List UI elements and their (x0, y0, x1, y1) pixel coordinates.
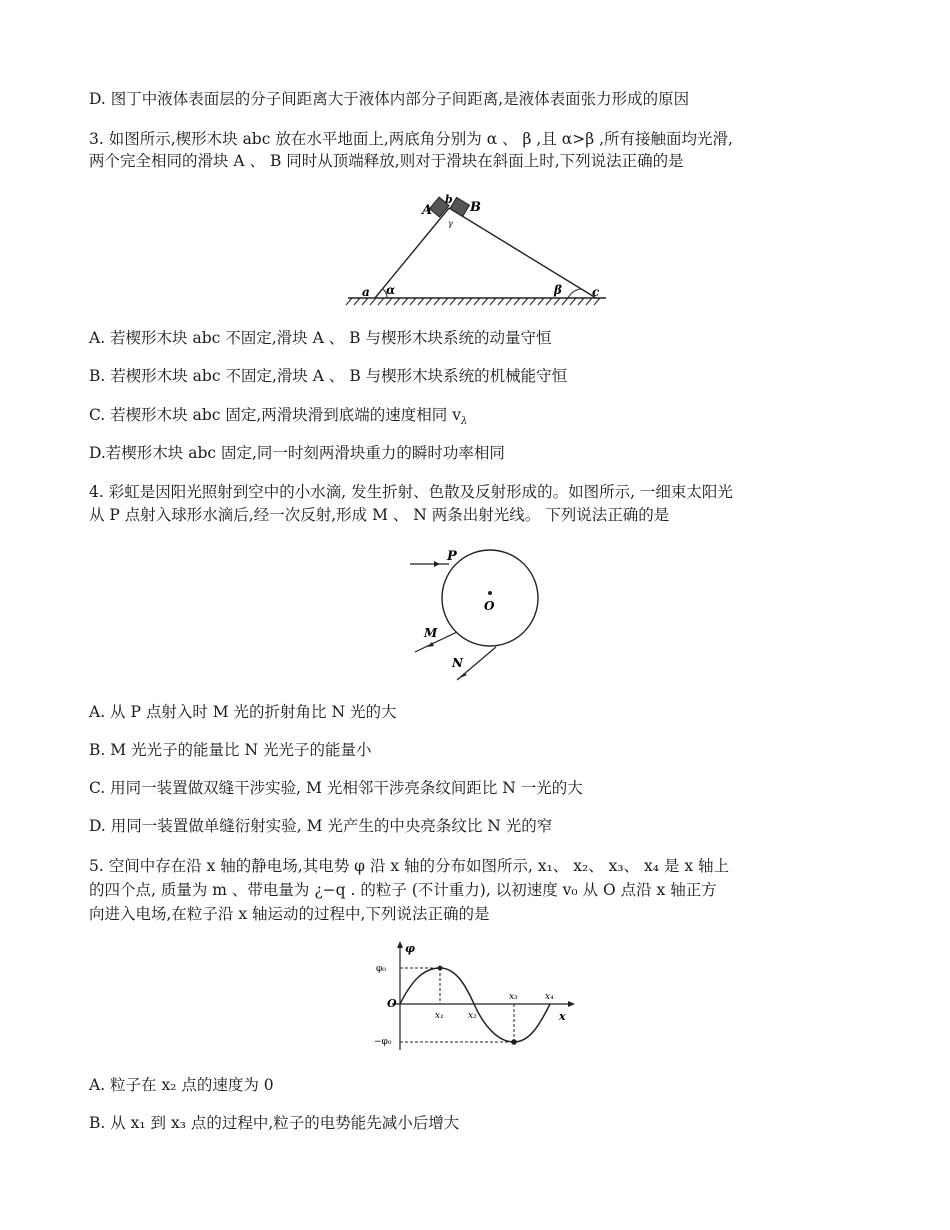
water-drop-figure (400, 540, 550, 685)
question-3-stem-line1: 3. 如图所示,楔形木块 abc 放在水平地面上,两底角分别为 α 、 β ,且 α>β ,所有接触面均光滑, (89, 130, 733, 148)
option-4B: B. M 光光子的能量比 N 光光子的能量小 (89, 741, 372, 759)
question-3-stem-line2: 两个完全相同的滑块 A 、 B 同时从顶端释放,则对于滑块在斜面上时,下列说法正确的是 (89, 152, 684, 170)
label-B: B (470, 200, 481, 215)
tick-label-x2: x₂ (468, 1011, 477, 1021)
tick-label-x3: x₃ (509, 992, 518, 1002)
slider-B (450, 197, 470, 216)
label-a: a (362, 285, 370, 299)
point-min (511, 1039, 517, 1045)
option-3B: B. 若楔形木块 abc 不固定,滑块 A 、 B 与楔形木块系统的机械能守恒 (89, 367, 568, 385)
option-5B: B. 从 x₁ 到 x₃ 点的过程中,粒子的电势能先减小后增大 (89, 1114, 460, 1132)
label-c: c (592, 285, 600, 299)
question-5-stem-line1: 5. 空间中存在沿 x 轴的静电场,其电势 φ 沿 x 轴的分布如图所示, x₁、 x₂、 x₃、 x₄ 是 x 轴上 (89, 857, 730, 875)
label-N: N (452, 656, 463, 670)
label-alpha: α (386, 283, 396, 297)
drop-circle (442, 550, 538, 646)
tick-label-neg-phi0: −φ₀ (374, 1037, 392, 1047)
question-5-stem-line3: 向进入电场,在粒子沿 x 轴运动的过程中,下列说法正确的是 (89, 905, 490, 923)
question-4-stem-line2: 从 P 点射入球形水滴后,经一次反射,形成 M 、 N 两条出射光线。 下列说法正确的是 (89, 506, 670, 524)
label-beta: β (554, 283, 562, 297)
option-5A: A. 粒子在 x₂ 点的速度为 0 (89, 1076, 274, 1094)
axis-label-phi: φ (405, 942, 415, 955)
tick-label-x1: x₁ (435, 1011, 444, 1021)
wedge-right-side (449, 208, 596, 298)
option-3A: A. 若楔形木块 abc 不固定,滑块 A 、 B 与楔形木块系统的动量守恒 (89, 329, 552, 347)
axis-label-x: x (559, 1010, 566, 1023)
question-4-stem-line1: 4. 彩虹是因阳光照射到空中的小水滴, 发生折射、色散及反射形成的。如图所示, 一细束太阳光 (89, 483, 733, 501)
question-5-stem-line2: 的四个点, 质量为 m 、带电量为 ¿−q . 的粒子 (不计重力), 以初速度 v₀ 从 O 点沿 x 轴正方 (89, 881, 717, 899)
option-4C: C. 用同一装置做双缝干涉实验, M 光相邻干涉亮条纹间距比 N 一光的大 (89, 779, 583, 797)
potential-plot-figure (370, 938, 580, 1053)
label-A: A (422, 203, 433, 218)
center-dot (488, 591, 492, 595)
label-b: b (445, 193, 453, 206)
option-4A: A. 从 P 点射入时 M 光的折射角比 N 光的大 (89, 703, 397, 721)
label-O: O (484, 599, 495, 613)
tick-label-phi0: φ₀ (376, 964, 386, 974)
label-M: M (424, 626, 438, 640)
wedge-figure (340, 190, 610, 310)
option-3-prev-D: D. 图丁中液体表面层的分子间距离大于液体内部分子间距离,是液体表面张力形成的原因 (89, 90, 690, 108)
label-gamma: γ (448, 219, 453, 228)
option-3D: D.若楔形木块 abc 固定,同一时刻两滑块重力的瞬时功率相同 (89, 444, 505, 462)
option-3C: C. 若楔形木块 abc 固定,两滑块滑到底端的速度相同 $v_\lambda$ (89, 406, 468, 428)
option-4D: D. 用同一装置做单缝衍射实验, M 光产生的中央亮条纹比 N 光的窄 (89, 817, 553, 835)
label-P: P (447, 549, 457, 564)
origin-label-O: O (387, 997, 397, 1010)
potential-curve (400, 968, 550, 1042)
point-max (438, 966, 443, 971)
tick-label-x4: x₄ (545, 992, 554, 1002)
